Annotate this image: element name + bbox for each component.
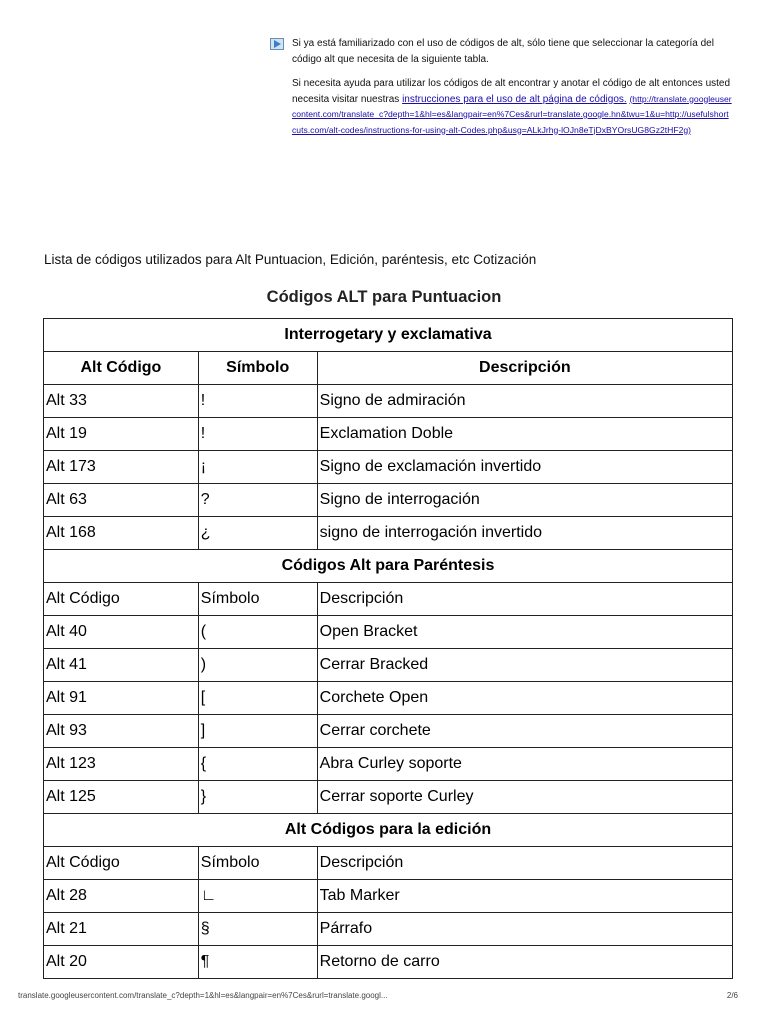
alt-code-cell: Alt 19 bbox=[44, 418, 199, 451]
column-header: Descripción bbox=[317, 352, 732, 385]
column-header: Alt Código bbox=[44, 847, 199, 880]
notice-paragraph-1: Si ya está familiarizado con el uso de códigos de alt, sólo tiene que seleccionar la categoría del código alt que necesita de la siguiente tabla. bbox=[292, 38, 714, 65]
table-header-row bbox=[44, 847, 733, 880]
table-row bbox=[44, 748, 733, 781]
section-title-row bbox=[44, 319, 733, 352]
alt-codes-table bbox=[43, 318, 733, 979]
description-cell: signo de interrogación invertido bbox=[317, 517, 732, 550]
table-header-row bbox=[44, 352, 733, 385]
section-title: Códigos Alt para Paréntesis bbox=[44, 550, 733, 583]
symbol-cell: ) bbox=[198, 649, 317, 682]
description-cell: Retorno de carro bbox=[317, 946, 732, 979]
alt-code-cell: Alt 125 bbox=[44, 781, 199, 814]
notice-box bbox=[272, 36, 732, 147]
description-cell: Exclamation Doble bbox=[317, 418, 732, 451]
alt-code-cell: Alt 21 bbox=[44, 913, 199, 946]
symbol-cell: ¡ bbox=[198, 451, 317, 484]
description-cell: Cerrar Bracked bbox=[317, 649, 732, 682]
description-cell: Signo de admiración bbox=[317, 385, 732, 418]
table-row bbox=[44, 880, 733, 913]
table-row bbox=[44, 517, 733, 550]
column-header: Símbolo bbox=[198, 583, 317, 616]
description-cell: Tab Marker bbox=[317, 880, 732, 913]
description-cell: Signo de exclamación invertido bbox=[317, 451, 732, 484]
instructions-link[interactable]: instrucciones para el uso de alt página de códigos. bbox=[402, 93, 627, 105]
alt-code-cell: Alt 28 bbox=[44, 880, 199, 913]
symbol-cell: ! bbox=[198, 385, 317, 418]
description-cell: Abra Curley soporte bbox=[317, 748, 732, 781]
alt-code-cell: Alt 40 bbox=[44, 616, 199, 649]
alt-codes-table-body bbox=[44, 319, 733, 979]
symbol-cell: ∟ bbox=[198, 880, 317, 913]
description-cell: Párrafo bbox=[317, 913, 732, 946]
table-row bbox=[44, 451, 733, 484]
play-arrow-icon bbox=[270, 38, 284, 50]
alt-code-cell: Alt 123 bbox=[44, 748, 199, 781]
table-row bbox=[44, 616, 733, 649]
table-row bbox=[44, 946, 733, 979]
section-title-row bbox=[44, 550, 733, 583]
alt-code-cell: Alt 93 bbox=[44, 715, 199, 748]
symbol-cell: ¿ bbox=[198, 517, 317, 550]
description-cell: Signo de interrogación bbox=[317, 484, 732, 517]
section-title-row bbox=[44, 814, 733, 847]
symbol-cell: ¶ bbox=[198, 946, 317, 979]
column-header: Símbolo bbox=[198, 352, 317, 385]
description-cell: Open Bracket bbox=[317, 616, 732, 649]
symbol-cell: ] bbox=[198, 715, 317, 748]
page-footer bbox=[18, 991, 738, 1000]
table-row bbox=[44, 484, 733, 517]
column-header: Descripción bbox=[317, 847, 732, 880]
symbol-cell: ( bbox=[198, 616, 317, 649]
symbol-cell: § bbox=[198, 913, 317, 946]
table-row bbox=[44, 418, 733, 451]
symbol-cell: { bbox=[198, 748, 317, 781]
instructions-url[interactable]: (http://translate.googleusercontent.com/translate_c?depth=1&hl=es&langpair=en%7Ces&rurl=translate.google.hn&twu=1&u=http://usefulshortcuts.com/alt-codes/instructions-for-using-alt-Codes.php&usg=ALkJrhg-lOJn8eTjDxBYOrsUG8Gz2tHF2g) bbox=[292, 93, 732, 135]
page-number: 2/6 bbox=[726, 991, 738, 1000]
symbol-cell: [ bbox=[198, 682, 317, 715]
table-header-row bbox=[44, 583, 733, 616]
section-title: Interrogetary y exclamativa bbox=[44, 319, 733, 352]
table-row bbox=[44, 682, 733, 715]
alt-code-cell: Alt 41 bbox=[44, 649, 199, 682]
symbol-cell: ! bbox=[198, 418, 317, 451]
table-title: Códigos ALT para Puntuacion bbox=[266, 288, 502, 306]
description-cell: Cerrar corchete bbox=[317, 715, 732, 748]
column-header: Descripción bbox=[317, 583, 732, 616]
intro-text: Lista de códigos utilizados para Alt Puntuacion, Edición, paréntesis, etc Cotización bbox=[44, 252, 537, 267]
description-cell: Corchete Open bbox=[317, 682, 732, 715]
table-row bbox=[44, 781, 733, 814]
alt-code-cell: Alt 33 bbox=[44, 385, 199, 418]
notice-help-text: Si necesita ayuda para utilizar los códigos de alt encontrar y anotar el código de alt entonces usted necesita visitar nuestras bbox=[292, 78, 731, 105]
symbol-cell: } bbox=[198, 781, 317, 814]
table-row bbox=[44, 715, 733, 748]
table-row bbox=[44, 913, 733, 946]
footer-url: translate.googleusercontent.com/translate_c?depth=1&hl=es&langpair=en%7Ces&rurl=translate.googl... bbox=[18, 991, 388, 1000]
table-row bbox=[44, 385, 733, 418]
symbol-cell: ? bbox=[198, 484, 317, 517]
notice-paragraph-2 bbox=[292, 76, 732, 138]
alt-code-cell: Alt 173 bbox=[44, 451, 199, 484]
column-header: Alt Código bbox=[44, 352, 199, 385]
table-row bbox=[44, 649, 733, 682]
section-title: Alt Códigos para la edición bbox=[44, 814, 733, 847]
alt-code-cell: Alt 91 bbox=[44, 682, 199, 715]
column-header: Alt Código bbox=[44, 583, 199, 616]
alt-code-cell: Alt 20 bbox=[44, 946, 199, 979]
description-cell: Cerrar soporte Curley bbox=[317, 781, 732, 814]
alt-code-cell: Alt 168 bbox=[44, 517, 199, 550]
alt-code-cell: Alt 63 bbox=[44, 484, 199, 517]
column-header: Símbolo bbox=[198, 847, 317, 880]
